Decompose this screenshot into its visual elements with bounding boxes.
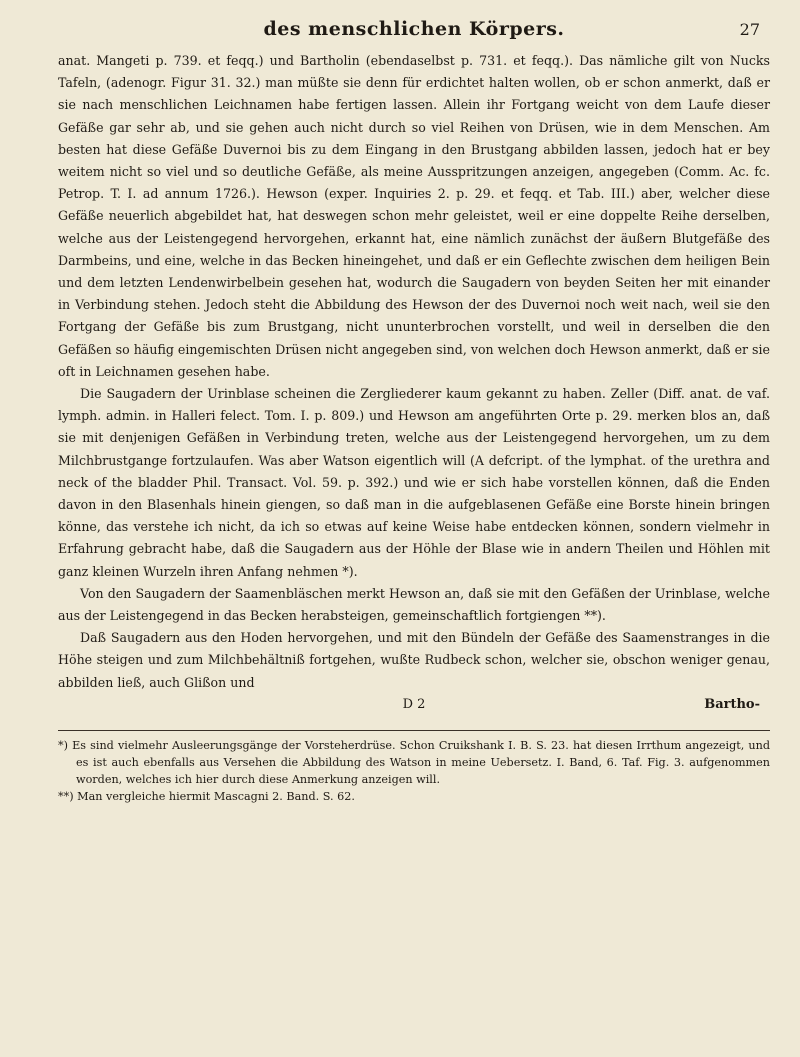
paragraph: Die Saugadern der Urinblase scheinen die Zergliederer kaum gekannt zu haben. Zeller (Diff. anat. de vaf. lymph. admin. in Halleri felect. Tom. I. p. 809.) und Hewson am angeführten Orte p. 29. merken blos an, daß sie mit denjenigen Gefäßen in Verbindung treten, welche aus der Leistengegend hervorgehen, um zu dem Milchbrustgange fortzulaufen. Was aber Watson eigentlich will (A defcript. of the lymphat. of the urethra and neck of the bladder Phil. Transact. Vol. 59. p. 392.) und wie er sich habe vorstellen können, daß die Enden davon in den Blasenhals hinein giengen, so daß man in die aufgeblasenen Gefäße eine Borste hinein bringen könne, das verstehe ich nicht, da ich so etwas auf keine Weise habe entdecken können, sondern vielmehr in Erfahrung gebracht habe, daß die Saugadern aus der Höhle der Blase wie in andern Theilen und Höhlen mit ganz kleinen Wurzeln ihren Anfang nehmen *).	[58, 386, 770, 579]
page-number: 27	[739, 20, 760, 39]
body-text	[58, 50, 770, 716]
signature-row	[58, 694, 770, 716]
paragraph: Daß Saugadern aus den Hoden hervorgehen, und mit den Bündeln der Gefäße des Saamenstranges in die Höhe steigen und zum Milchbehältniß fortgehen, wußte Rudbeck schon, welcher sie, obschon weniger genau, abbilden ließ, auch Glißon und	[58, 630, 770, 690]
paragraph: Von den Saugadern der Saamenbläschen merkt Hewson an, daß sie mit den Gefäßen der Urinblase, welche aus der Leistengegend in das Becken herabsteigen, gemeinschaftlich fortgiengen **).	[58, 585, 770, 624]
paragraph: anat. Mangeti p. 739. et feqq.) und Bartholin (ebendaselbst p. 731. et feqq.). Das nämliche gilt von Nucks Tafeln, (adenogr. Figur 31. 32.) man müßte sie denn für erdichtet halten wollen, ob er schon anmerkt, daß er sie nach menschlichen Leichnamen habe fertigen lassen. Allein ihr Fortgang weicht von dem Laufe dieser Gefäße gar sehr ab, und sie gehen auch nicht durch so viel Reihen von Drüsen, wie in dem Menschen. Am besten hat diese Gefäße Duvernoi bis zu dem Eingang in den Brustgang abbilden lassen, jedoch hat er bey weitem nicht so viel und so deutliche Gefäße, als meine Ausspritzungen anzeigen, angegeben (Comm. Ac. fc. Petrop. T. I. ad annum 1726.). Hewson (exper. Inquiries 2. p. 29. et feqq. et Tab. III.) aber, welcher diese Gefäße neuerlich abgebildet hat, hat deswegen schon mehr geleistet, weil er eine doppelte Reihe derselben, welche aus der Leistengegend hervorgehen, erkannt hat, eine nämlich zunächst der äußern Blutgefäße des Darmbeins, und eine, welche in das Becken hineingehet, und daß er ein Geflechte zwischen dem heiligen Bein und dem letzten Lendenwirbelbein gesehen hat, wodurch die Saugadern von beyden Seiten her mit einander in Verbindung stehen. Jedoch steht die Abbildung des Hewson der des Duvernoi noch weit nach, weil sie den Fortgang der Gefäße bis zum Brustgang, nicht ununterbrochen vorstellt, und weil in derselben die den Gefäßen so häufig eingemischten Drüsen nicht angegeben sind, von welchen doch Hewson anmerkt, daß er sie oft in Leichnamen gesehen habe.	[58, 53, 770, 379]
signature-mark: D 2	[402, 696, 426, 712]
footnotes	[58, 737, 770, 805]
catchword: Bartho-	[704, 696, 760, 712]
footnote: *) Es sind vielmehr Ausleerungsgänge der Vorsteherdrüse. Schon Cruikshank I. B. S. 23. hat diesen Irrthum angezeigt, und es ist auch ebenfalls aus Versehen die Abbildung des Watson in meine Uebersetz. I. Band, 6. Taf. Fig. 3. aufgenommen worden, welches ich hier durch diese Anmerkung anzeigen will.	[58, 738, 770, 786]
page-header	[58, 12, 770, 42]
footnote: **) Man vergleiche hiermit Mascagni 2. Band. S. 62.	[58, 789, 355, 803]
footnote-rule	[58, 730, 770, 731]
running-head: des menschlichen Körpers.	[263, 18, 565, 40]
